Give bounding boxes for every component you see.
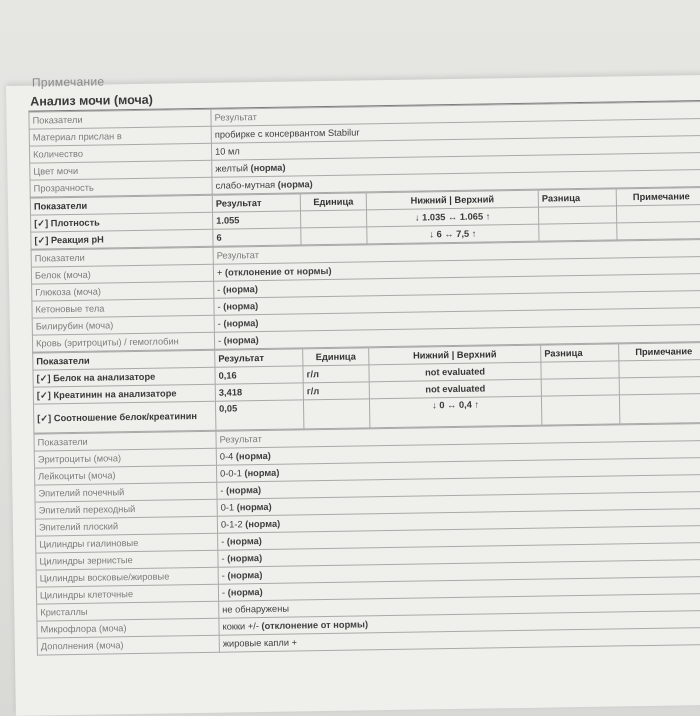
norm-flag: (норма) — [250, 162, 286, 174]
norm-flag: (отклонение от нормы) — [261, 619, 369, 632]
label-text: Реакция pH — [50, 234, 104, 246]
value-text: + — [216, 267, 223, 278]
norm-flag: (норма) — [227, 570, 263, 581]
value-text: - — [221, 553, 225, 564]
row-unit: г/л — [303, 365, 369, 383]
header-note: Примечание — [616, 188, 700, 206]
norm-flag: (норма) — [226, 536, 262, 547]
row-range: not evaluated — [369, 379, 541, 399]
label-text: Плотность — [50, 217, 100, 229]
chemistry-table — [31, 239, 700, 353]
row-result: 1.055 — [213, 211, 301, 229]
row-label: Цилиндры гиалиновые — [36, 533, 218, 553]
value-text: - — [217, 301, 221, 312]
header-result: Результат — [215, 349, 303, 367]
header-diff: Разница — [541, 344, 619, 362]
row-unit: г/л — [303, 382, 369, 400]
header-indicator: Показатели — [31, 247, 213, 267]
header-unit: Единица — [300, 193, 366, 211]
checkbox-mark: [✓] — [37, 413, 52, 424]
value-text: кокки +/- — [222, 621, 259, 632]
row-range: not evaluated — [369, 362, 541, 382]
header-indicator: Показатели — [33, 350, 215, 370]
value-text: желтый — [215, 163, 249, 174]
checkbox-mark: [✓] — [36, 373, 51, 384]
value-text: - — [217, 284, 221, 295]
row-label: Микрофлора (моча) — [37, 618, 219, 638]
value-text: жировые капли + — [222, 637, 298, 649]
row-range: ↓ 6 ↔ 7,5 ↑ — [367, 224, 539, 244]
value-text: не обнаружены — [222, 603, 290, 615]
row-note — [619, 376, 700, 394]
row-label: Количество — [29, 143, 211, 163]
row-diff — [539, 223, 617, 241]
row-note — [617, 222, 700, 240]
row-note — [619, 393, 700, 423]
value-text: пробирке с консервантом Stabilur — [214, 127, 360, 140]
row-label: Эпителий плоский — [35, 516, 217, 536]
row-label: Прозрачность — [30, 177, 212, 197]
norm-flag: (норма) — [223, 301, 259, 312]
value-text: 0-4 — [219, 451, 234, 462]
value-text: - — [217, 335, 222, 346]
row-label: Кровь (эритроциты) / гемоглобин — [32, 332, 214, 352]
value-text: 10 мл — [214, 146, 240, 157]
row-unit — [300, 210, 366, 228]
norm-flag: (норма) — [277, 179, 313, 190]
value-text: слабо-мутная — [215, 179, 276, 191]
value-text: 0-0-1 — [220, 468, 242, 479]
microscopy-table — [33, 423, 700, 656]
norm-flag: (норма) — [244, 467, 280, 479]
header-indicator: Показатели — [34, 431, 216, 451]
row-label: Белок (моча) — [31, 264, 213, 284]
header-note: Примечание — [619, 342, 700, 360]
norm-flag: (норма) — [226, 485, 262, 496]
row-diff — [541, 361, 619, 379]
basic-properties-table — [28, 101, 700, 198]
header-result: Результат — [216, 423, 700, 448]
row-label: Эритроциты (моча) — [34, 448, 216, 468]
label-text: Креатинин на анализаторе — [53, 388, 177, 401]
row-label: Цилиндры клеточные — [36, 584, 218, 604]
header-result: Результат — [211, 102, 700, 127]
row-label: Билирубин (моча) — [32, 315, 214, 335]
header-indicator: Показатели — [29, 109, 211, 129]
lab-report-sheet — [6, 75, 700, 716]
value-text: 0-1 — [220, 502, 235, 513]
value-text: - — [221, 570, 225, 581]
header-range: Нижний | Верхний — [366, 190, 538, 210]
row-diff — [541, 395, 619, 425]
row-unit — [303, 399, 369, 429]
header-result: Результат — [213, 240, 700, 265]
norm-flag: (норма) — [235, 450, 271, 462]
value-text: 0-1-2 — [220, 519, 243, 530]
row-range: ↓ 0 ↔ 0,4 ↑ — [369, 396, 541, 428]
norm-flag: (норма) — [245, 518, 281, 530]
row-label: Эпителий почечный — [35, 482, 217, 502]
value-text: - — [220, 485, 224, 496]
header-diff: Разница — [538, 189, 616, 207]
row-label: Лейкоциты (моча) — [35, 465, 217, 485]
analyzer-table — [32, 342, 700, 434]
row-label: Цвет мочи — [30, 160, 212, 180]
norm-flag: (норма) — [227, 553, 263, 564]
row-label: Материал прислан в — [29, 126, 211, 146]
norm-flag: (норма) — [223, 318, 259, 329]
row-unit — [301, 227, 367, 245]
row-label: Глюкоза (моча) — [32, 281, 214, 301]
label-text: Соотношение белок/креатинин — [53, 411, 198, 424]
row-label — [34, 401, 216, 433]
row-label: Кристаллы — [37, 601, 219, 621]
norm-flag: (норма) — [222, 284, 258, 295]
row-note — [616, 205, 700, 223]
checkbox-mark: [✓] — [34, 218, 49, 229]
checkbox-mark: [✓] — [36, 390, 51, 401]
row-label: Эпителий переходный — [35, 499, 217, 519]
checkbox-mark: [✓] — [34, 235, 49, 246]
row-note — [619, 359, 700, 377]
label-text: Белок на анализаторе — [53, 371, 156, 384]
row-range: ↓ 1.035 ↔ 1.065 ↑ — [366, 207, 538, 227]
row-label: Дополнения (моча) — [37, 635, 219, 655]
row-diff — [538, 206, 616, 224]
report-title: Анализ мочи (моча) — [30, 92, 153, 109]
row-label: Кетоновые тела — [32, 298, 214, 318]
value-text: - — [217, 318, 221, 329]
row-result: 3,418 — [215, 383, 303, 401]
row-label — [31, 229, 213, 249]
header-range: Нижний | Верхний — [369, 345, 541, 365]
norm-flag: (отклонение от нормы) — [224, 265, 332, 278]
row-result: 0,16 — [215, 366, 303, 384]
norm-flag: (норма) — [236, 501, 272, 513]
header-result: Результат — [212, 194, 300, 212]
row-label: Цилиндры зернистые — [36, 550, 218, 570]
value-text: - — [221, 587, 226, 598]
header-indicator: Показатели — [30, 195, 212, 215]
row-diff — [541, 378, 619, 396]
row-label: Цилиндры восковые/жировые — [36, 567, 218, 587]
norm-flag: (норма) — [223, 335, 259, 346]
ghost-heading: Примечание — [31, 74, 105, 90]
header-unit: Единица — [303, 348, 369, 366]
row-result: 0,05 — [215, 400, 303, 430]
norm-flag: (норма) — [227, 587, 263, 598]
value-text: - — [221, 536, 225, 547]
row-result: 6 — [213, 228, 301, 246]
report-tables — [28, 101, 700, 656]
